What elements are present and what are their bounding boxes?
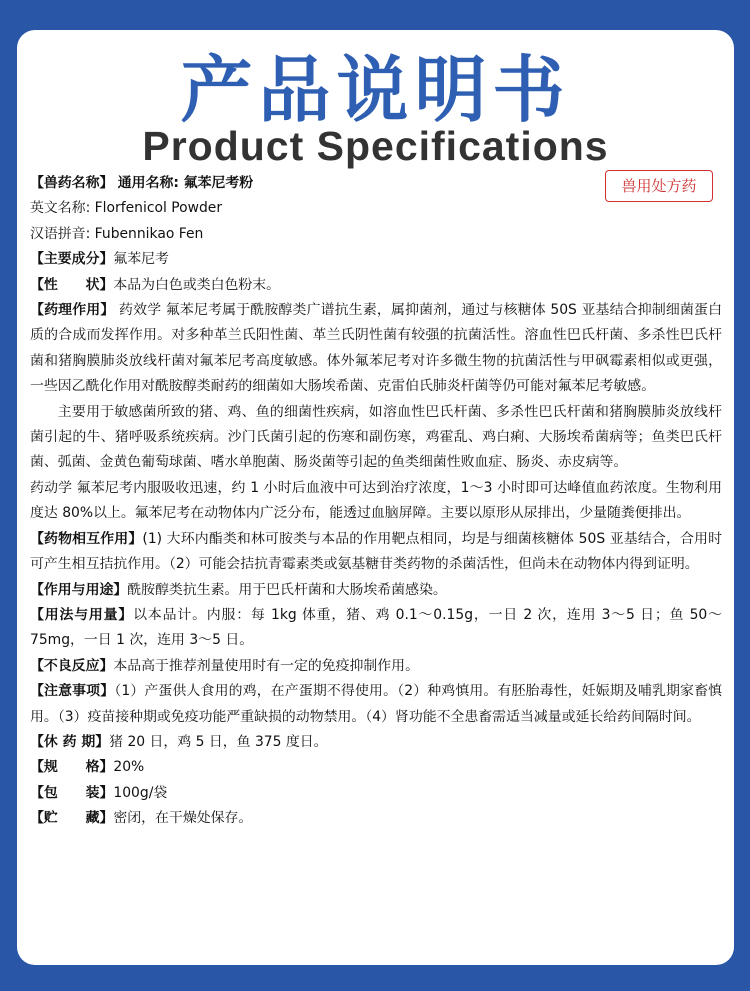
drug-name-row — [30, 171, 722, 196]
adverse-row — [30, 654, 722, 679]
section-label: 【兽药名称】 — [30, 175, 114, 191]
section-label: 【作用与用途】 — [30, 581, 128, 598]
page-title: 产品说明书 — [180, 48, 571, 132]
section-label: 【贮 藏】 — [30, 810, 114, 827]
prescription-stamp: 兽用处方药 — [605, 170, 713, 202]
pharmacokinetics-text: 药动学 氟苯尼考内服吸收迅速，约 1 小时后血液中可达到治疗浓度，1～3 小时即可达峰值血药浓度。生物利用度达 80%以上。氟苯尼考在动物体内广泛分布，能透过血脑屏障。主要以原形从尿排出，少量随粪便排出。 — [30, 479, 722, 522]
section-label: 【休 药 期】 — [30, 733, 110, 750]
property-row — [30, 273, 722, 298]
package-text: 100g/袋 — [113, 784, 168, 801]
withdrawal-row — [30, 730, 722, 755]
spec-body — [30, 171, 722, 832]
page-subtitle: Product Specifications — [142, 123, 609, 169]
generic-name: 通用名称: 氟苯尼考粉 — [117, 175, 254, 191]
section-label: 【规 格】 — [30, 759, 114, 776]
interaction-row — [30, 527, 722, 578]
section-label: 【不良反应】 — [30, 657, 114, 674]
section-label: 【药物相互作用】 — [30, 530, 143, 547]
notes-row — [30, 679, 722, 730]
usage-text: 酰胺醇类抗生素。用于巴氏杆菌和大肠埃希菌感染。 — [127, 581, 447, 598]
withdrawal-text: 猪 20 日，鸡 5 日，鱼 375 度日。 — [109, 733, 328, 750]
section-label: 【注意事项】 — [30, 683, 115, 700]
section-label: 【用法与用量】 — [30, 606, 134, 623]
dosage-text: 以本品计。内服：每 1kg 体重，猪、鸡 0.1～0.15g，一日 2 次，连用 3～5 日；鱼 50～75mg，一日 1 次，连用 3～5 日。 — [30, 606, 722, 649]
notes-text: （1）产蛋供人食用的鸡，在产蛋期不得使用。（2）种鸡慎用。有胚胎毒性，妊娠期及哺乳期家畜慎用。（3）疫苗接种期或免疫功能严重缺损的动物禁用。（4）肾功能不全患畜需适当减量或延长给药间隔时间。 — [30, 683, 722, 725]
spec-row — [30, 755, 722, 780]
interaction-text: (1) 大环内酯类和林可胺类与本品的作用靶点相同，均是与细菌核糖体 50S 亚基结合，合用时可产生相互拮抗作用。（2）可能会拮抗青霉素类或氨基糖苷类药物的杀菌活性，但尚未在动物体内得到证明。 — [30, 530, 722, 573]
indications-text: 主要用于敏感菌所致的猪、鸡、鱼的细菌性疾病，如溶血性巴氏杆菌、多杀性巴氏杆菌和猪胸膜肺炎放线杆菌引起的牛、猪呼吸系统疾病。沙门氏菌引起的伤寒和副伤寒，鸡霍乱、鸡白痢、大肠埃希菌病等；鱼类巴氏杆菌、弧菌、金黄色葡萄球菌、嗜水单胞菌、肠炎菌等引起的鱼类细菌性败血症、肠炎、赤皮病等。 — [30, 403, 722, 471]
storage-row — [30, 806, 722, 831]
section-label: 【药理作用】 — [30, 302, 115, 319]
spec-text: 20% — [113, 759, 145, 776]
section-label: 【性 状】 — [30, 276, 114, 293]
english-name: 英文名称: Florfenicol Powder — [30, 200, 223, 217]
pinyin-name: 汉语拼音: Fubennikao Fen — [30, 225, 204, 242]
pharmacodynamics-text: 药效学 氟苯尼考属于酰胺醇类广谱抗生素，属抑菌剂，通过与核糖体 50S 亚基结合抑制细菌蛋白质的合成而发挥作用。对多种革兰氏阳性菌、革兰氏阴性菌有较强的抗菌活性。溶血性巴氏杆菌、多杀性巴氏杆菌和猪胸膜肺炎放线杆菌对氟苯尼考高度敏感。体外氟苯尼考对许多微生物的抗菌活性与甲砜霉素相似或更强，一些因乙酰化作用对酰胺醇类耐药的细菌如大肠埃希菌、克雷伯氏肺炎杆菌等仍可能对氟苯尼考敏感。 — [30, 302, 722, 395]
dosage-row — [30, 603, 722, 654]
adverse-text: 本品高于推荐剂量使用时有一定的免疫抑制作用。 — [113, 657, 419, 674]
leaflet-card — [17, 30, 734, 965]
storage-text: 密闭，在干燥处保存。 — [113, 810, 253, 827]
pharmacology-row — [30, 298, 722, 400]
section-label: 【包 装】 — [30, 784, 114, 801]
usage-row — [30, 578, 722, 603]
ingredient-text: 氟苯尼考 — [113, 251, 169, 268]
ingredient-row — [30, 247, 722, 272]
section-label: 【主要成分】 — [30, 251, 114, 268]
package-row — [30, 781, 722, 806]
property-text: 本品为白色或类白色粉末。 — [113, 276, 281, 293]
